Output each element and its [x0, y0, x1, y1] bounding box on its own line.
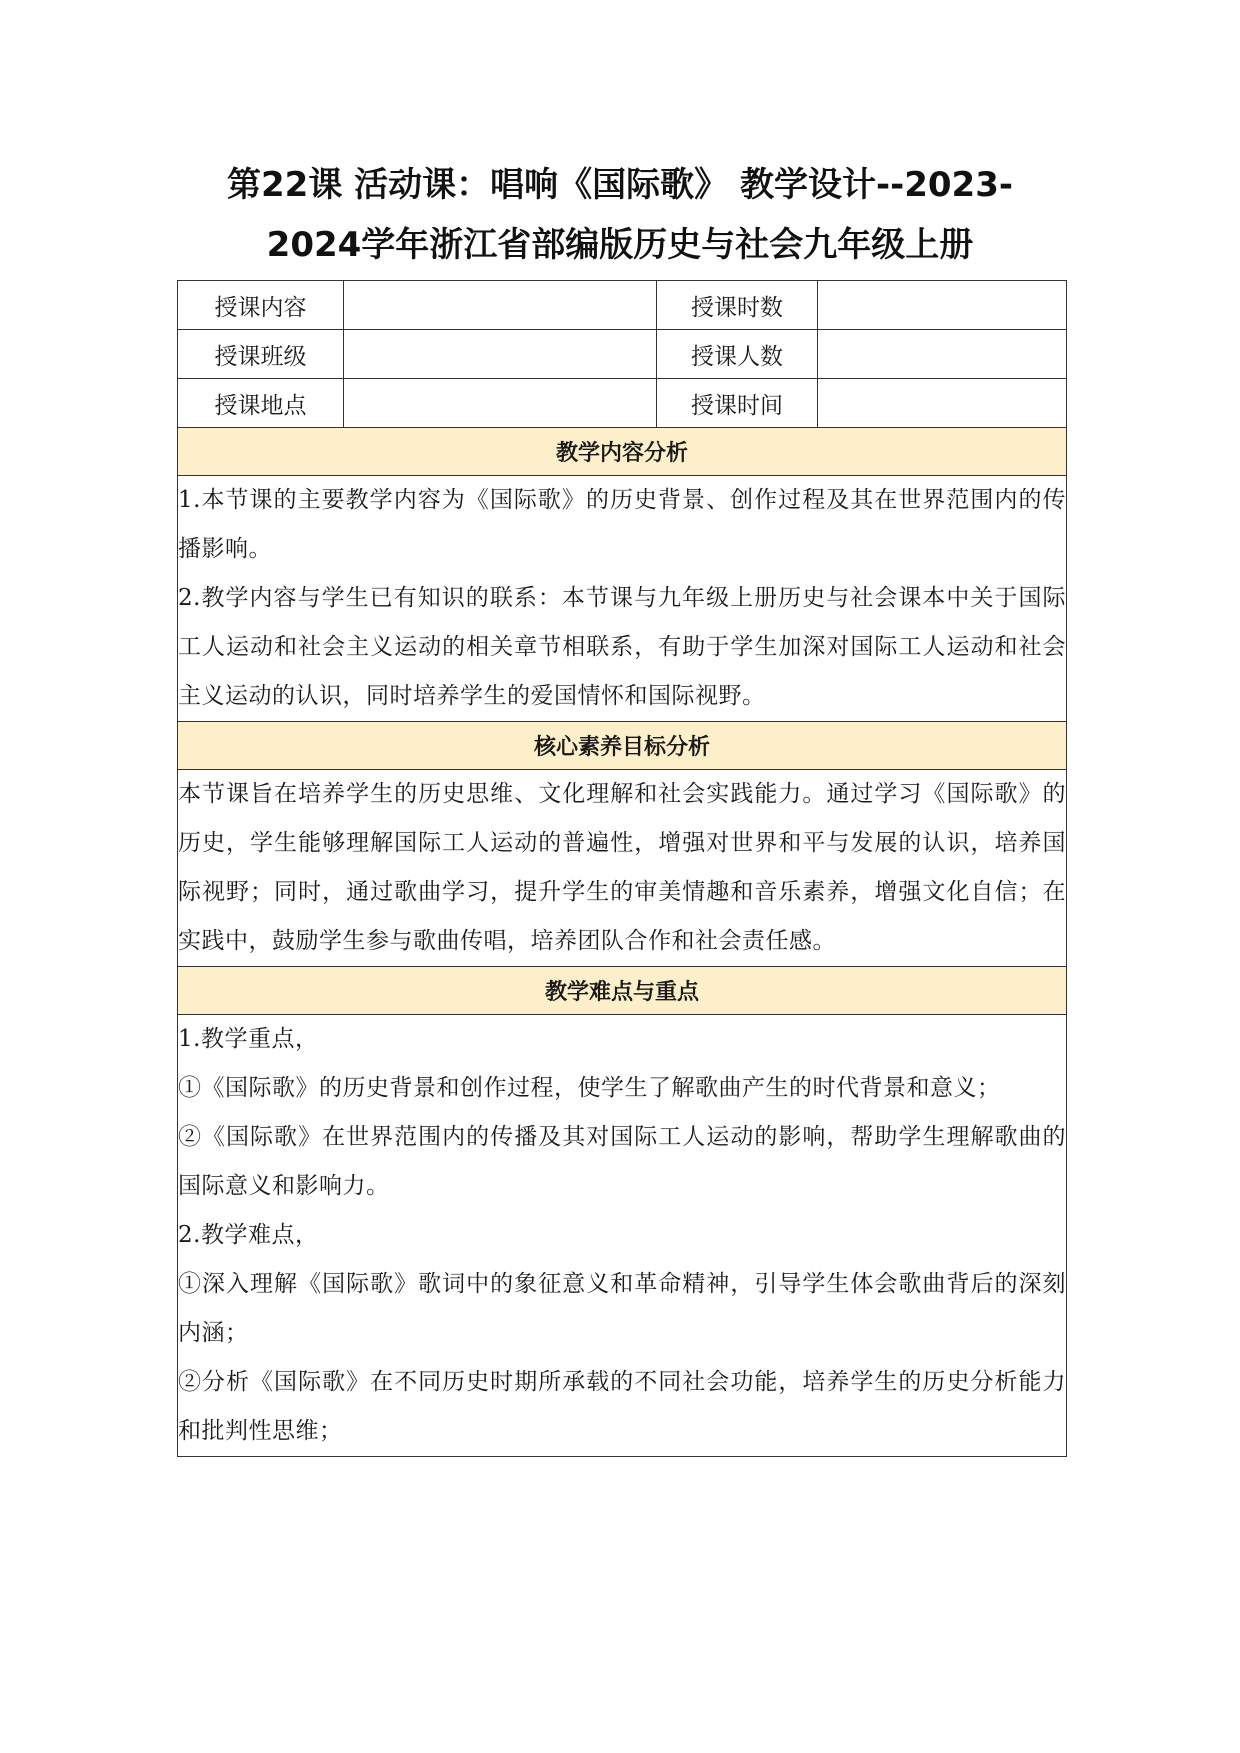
paragraph: 本节课旨在培养学生的历史思维、文化理解和社会实践能力。通过学习《国际歌》的历史，学生能够理解国际工人运动的普遍性，增强对世界和平与发展的认识，培养国际视野；同时，通过歌曲学习，提升学生的审美情趣和音乐素养，增强文化自信；在实践中，鼓励学生参与歌曲传唱，培养团队合作和社会责任感。 [178, 781, 1066, 954]
section-body-literacy-goals [178, 770, 1067, 967]
section-body-row [178, 770, 1067, 967]
paragraph: 2.教学难点， [178, 1222, 319, 1248]
title-line-2: 2024学年浙江省部编版历史与社会九年级上册 [266, 225, 974, 265]
info-row [178, 330, 1067, 379]
info-label: 授课人数 [657, 330, 818, 379]
section-header-row [178, 428, 1067, 476]
info-label: 授课地点 [178, 379, 344, 428]
paragraph: 2.教学内容与学生已有知识的联系：本节课与九年级上册历史与社会课本中关于国际工人运动和社会主义运动的相关章节相联系，有助于学生加深对国际工人运动和社会主义运动的认识，同时培养学生的爱国情怀和国际视野。 [178, 585, 1066, 709]
info-label: 授课时数 [657, 281, 818, 330]
paragraph: ①《国际歌》的历史背景和创作过程，使学生了解歌曲产生的时代背景和意义； [178, 1075, 1001, 1101]
paragraph: ②《国际歌》在世界范围内的传播及其对国际工人运动的影响，帮助学生理解歌曲的国际意义和影响力。 [178, 1124, 1066, 1199]
paragraph: ②分析《国际歌》在不同历史时期所承载的不同社会功能，培养学生的历史分析能力和批判性思维； [178, 1369, 1066, 1444]
info-value-field[interactable] [818, 379, 1067, 428]
section-heading-content-analysis: 教学内容分析 [178, 428, 1067, 476]
paragraph: 1.本节课的主要教学内容为《国际歌》的历史背景、创作过程及其在世界范围内的传播影响。 [178, 487, 1066, 562]
info-row [178, 281, 1067, 330]
section-header-row [178, 722, 1067, 770]
title-line-1: 第22课 活动课：唱响《国际歌》 教学设计--2023- [227, 165, 1013, 205]
lesson-plan-table [177, 280, 1067, 1457]
info-value-field[interactable] [344, 330, 657, 379]
info-label: 授课班级 [178, 330, 344, 379]
section-header-row [178, 967, 1067, 1015]
section-heading-literacy-goals: 核心素养目标分析 [178, 722, 1067, 770]
info-value-field[interactable] [818, 330, 1067, 379]
info-row [178, 379, 1067, 428]
document-title [160, 155, 1080, 275]
section-body-key-points [178, 1015, 1067, 1457]
section-body-content-analysis [178, 476, 1067, 722]
section-heading-key-points: 教学难点与重点 [178, 967, 1067, 1015]
section-body-row [178, 476, 1067, 722]
info-value-field[interactable] [818, 281, 1067, 330]
paragraph: 1.教学重点， [178, 1026, 319, 1052]
paragraph: ①深入理解《国际歌》歌词中的象征意义和革命精神，引导学生体会歌曲背后的深刻内涵； [178, 1271, 1066, 1346]
info-value-field[interactable] [344, 281, 657, 330]
info-label: 授课内容 [178, 281, 344, 330]
section-body-row [178, 1015, 1067, 1457]
info-value-field[interactable] [344, 379, 657, 428]
info-label: 授课时间 [657, 379, 818, 428]
